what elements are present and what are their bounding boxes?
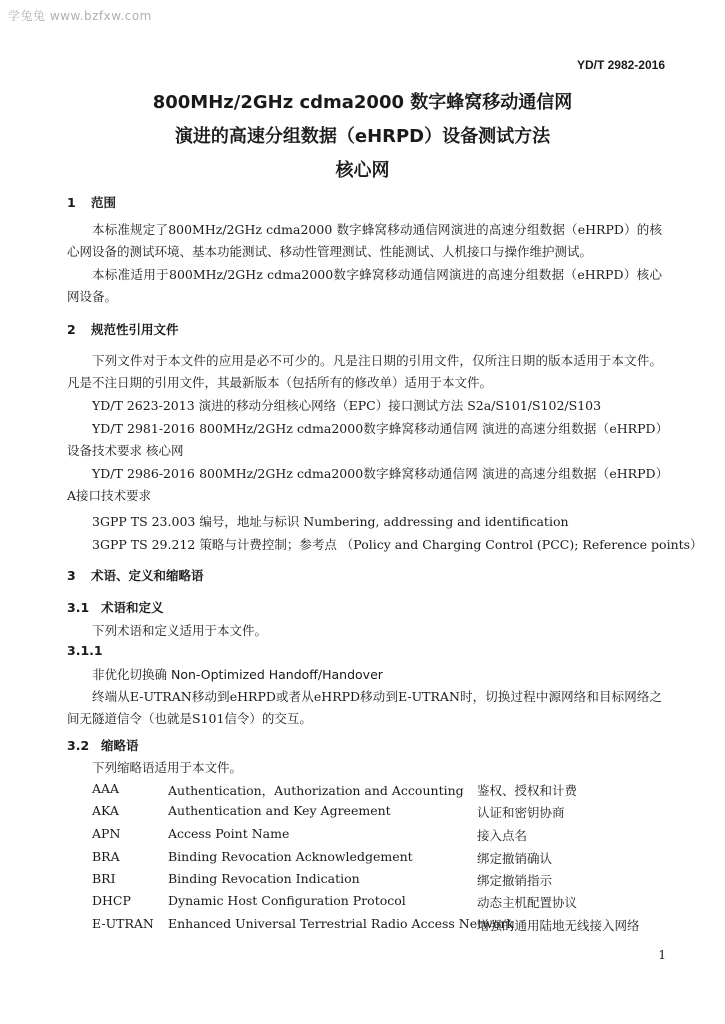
reference-4: 3GPP TS 23.003 编号，地址与标识 Numbering, addressing and identification — [92, 514, 569, 529]
section-number: 3.1.1 — [67, 643, 103, 658]
abbreviation-english: Enhanced Universal Terrestrial Radio Access Network — [168, 916, 514, 931]
section-title: 术语和定义 — [101, 600, 164, 615]
abbreviation: E-UTRAN — [92, 916, 154, 931]
watermark: 学兔兔 www.bzfxw.com — [8, 9, 152, 23]
section-number: 1 — [67, 195, 76, 210]
section-number: 3.1 — [67, 600, 90, 615]
abbreviation-english: Dynamic Host Configuration Protocol — [168, 893, 406, 908]
reference-2: YD/T 2981-2016 800MHz/2GHz cdma2000数字蜂窝移动通信网 演进的高速分组数据（eHRPD）设备技术要求 核心网 — [67, 421, 662, 458]
section-number: 2 — [67, 322, 76, 337]
section-3-1-heading — [67, 598, 164, 616]
page-number: 1 — [658, 948, 666, 962]
abbreviation-chinese: 绑定撤销确认 — [477, 851, 553, 866]
term-english: Non-Optimized Handoff/Handover — [171, 667, 383, 682]
abbreviation-chinese: 接入点名 — [477, 828, 528, 843]
term-definition: 终端从E-UTRAN移动到eHRPD或者从eHRPD移动到E-UTRAN时，切换过程中源网络和目标网络之间无隧道信令（也就是S101信令）的交互。 — [67, 689, 662, 726]
abbreviation: BRA — [92, 849, 120, 864]
section-1-paragraph-1: 本标准规定了800MHz/2GHz cdma2000 数字蜂窝移动通信网演进的高速分组数据（eHRPD）的核心网设备的测试环境、基本功能测试、移动性管理测试、性能测试、人机接口与操作维护测试。 — [67, 222, 662, 259]
abbreviation-chinese: 认证和密钥协商 — [477, 805, 565, 820]
title-line-1: 800MHz/2GHz cdma2000 数字蜂窝移动通信网 — [152, 92, 573, 113]
section-number: 3.2 — [67, 738, 90, 753]
abbreviation-english: Access Point Name — [168, 826, 290, 841]
reference-5: 3GPP TS 29.212 策略与计费控制；参考点 （Policy and Charging Control (PCC); Reference points） — [92, 537, 703, 552]
abbreviation: DHCP — [92, 893, 131, 908]
section-title: 范围 — [91, 195, 117, 210]
abbreviation: AAA — [92, 781, 120, 796]
abbreviation-english: Binding Revocation Indication — [168, 871, 360, 886]
reference-3: YD/T 2986-2016 800MHz/2GHz cdma2000数字蜂窝移动通信网 演进的高速分组数据（eHRPD）A接口技术要求 — [67, 466, 662, 503]
abbreviation-chinese: 动态主机配置协议 — [477, 895, 578, 910]
abbreviation-chinese: 绑定撤销指示 — [477, 873, 553, 888]
section-3-1-1-number — [67, 643, 103, 658]
title-line-2: 演进的高速分组数据（eHRPD）设备测试方法 — [174, 126, 551, 147]
section-3-1-intro: 下列术语和定义适用于本文件。 — [92, 623, 268, 638]
abbreviation-english: Authentication，Authorization and Accounting — [168, 783, 464, 798]
abbreviation: AKA — [92, 803, 119, 818]
abbreviation-chinese: 增强的通用陆地无线接入网络 — [477, 918, 640, 933]
section-1-heading — [67, 193, 116, 211]
section-number: 3 — [67, 568, 76, 583]
reference-1: YD/T 2623-2013 演进的移动分组核心网络（EPC）接口测试方法 S2a/S101/S102/S103 — [92, 398, 602, 413]
abbreviation-english: Authentication and Key Agreement — [168, 803, 391, 818]
section-title: 规范性引用文件 — [91, 322, 179, 337]
section-1-paragraph-2: 本标准适用于800MHz/2GHz cdma2000数字蜂窝移动通信网演进的高速分组数据（eHRPD）核心网设备。 — [67, 267, 662, 304]
abbreviation: APN — [92, 826, 121, 841]
abbreviation-english: Binding Revocation Acknowledgement — [168, 849, 413, 864]
abbreviation: BRI — [92, 871, 116, 886]
section-title: 缩略语 — [101, 738, 139, 753]
abbreviation-chinese: 鉴权、授权和计费 — [477, 783, 578, 798]
term-heading — [92, 665, 383, 683]
title-line-3: 核心网 — [335, 160, 390, 181]
document-number: YD/T 2982-2016 — [576, 58, 665, 72]
section-title: 术语、定义和缩略语 — [91, 568, 204, 583]
section-2-paragraph-1: 下列文件对于本文件的应用是必不可少的。凡是注日期的引用文件，仅所注日期的版本适用于本文件。凡是不注日期的引用文件，其最新版本（包括所有的修改单）适用于本文件。 — [67, 353, 662, 390]
term-chinese: 非优化切换确 — [92, 667, 168, 682]
section-3-2-intro: 下列缩略语适用于本文件。 — [92, 760, 243, 775]
section-3-2-heading — [67, 736, 139, 754]
section-3-heading — [67, 566, 204, 584]
section-2-heading — [67, 320, 179, 338]
